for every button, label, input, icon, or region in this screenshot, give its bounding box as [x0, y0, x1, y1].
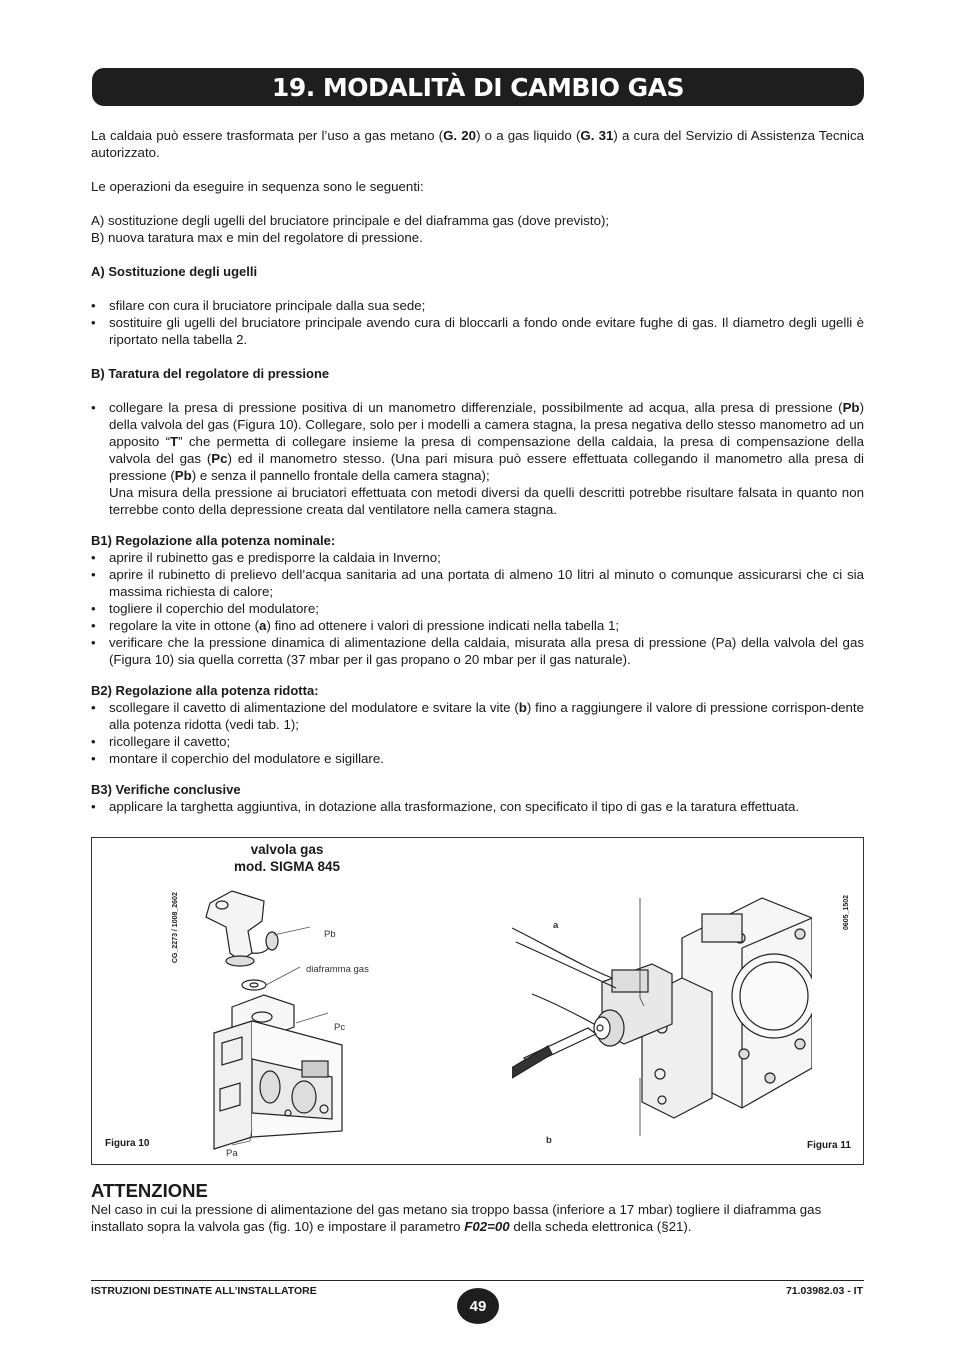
list-item: • aprire il rubinetto di prelievo dell’acqua sanitaria ad una portata di almeno 10 litri al minuto o comunque assicurarsi che ci sia massima richiesta di calore; — [91, 566, 864, 600]
label-pa: Pa — [226, 1148, 238, 1159]
screw-b-ref: b — [518, 700, 527, 715]
list-item — [91, 617, 864, 634]
main-content — [91, 127, 864, 815]
footer-left-text: ISTRUZIONI DESTINATE ALL’INSTALLATORE — [91, 1285, 317, 1297]
caption-figura-10: Figura 10 — [105, 1138, 150, 1149]
text: collegare la presa di pressione positiva di un manometro differenziale, possibilmente ad acqua, alla presa di pressione ( — [109, 400, 843, 415]
screw-a-ref: a — [259, 618, 267, 633]
text: ” che permetta di collegare insieme la presa di compensazione della caldaia, la presa di compensazione della valvola del gas ( — [109, 434, 864, 466]
list-item: • sfilare con cura il bruciatore principale dalla sua sede; — [91, 297, 864, 314]
label-b: b — [546, 1135, 552, 1146]
section-b-list — [91, 399, 864, 518]
figure-code-right: 0605_1502 — [843, 894, 850, 930]
figure-code-left: CG_2273 / 1008_2602 — [172, 892, 179, 963]
text: Una misura della pressione ai bruciatori effettuata con metodi diversi da quelli descritti potrebbe risultare falsata in quanto non terrebbe conto della depressione creata dal ventilatore nella camera stagna. — [109, 485, 864, 517]
intro-paragraph — [91, 127, 864, 161]
attention-section — [91, 1182, 864, 1235]
footer-doc-code: 71.03982.03 - IT — [785, 1285, 863, 1297]
attention-paragraph — [91, 1201, 864, 1235]
page-title: 19. MODALITÀ DI CAMBIO GAS — [271, 72, 685, 102]
page-number: 49 — [457, 1288, 499, 1324]
pb-ref: Pb — [842, 400, 860, 415]
section-b3-list — [91, 798, 864, 815]
text: regolare la vite in ottone ( — [109, 618, 260, 633]
figure-title — [222, 841, 352, 875]
section-a-list — [91, 297, 864, 348]
gas-g20: G. 20 — [443, 128, 477, 143]
text: scollegare il cavetto di alimentazione del modulatore e svitare la vite ( — [109, 700, 519, 715]
list-item — [91, 399, 864, 518]
section-b2-list — [91, 699, 864, 767]
list-item — [91, 699, 864, 733]
text: ) ed il manometro stesso. (Una pari misura può essere effettuata collegando il manometro alla presa di pressione ( — [109, 451, 864, 483]
list-item: • sostituire gli ugelli del bruciatore principale avendo cura di bloccarli a fondo onde evitare fughe di gas. Il diametro degli ugelli è riportato nella tabella 2. — [91, 314, 864, 348]
intro-text: La caldaia può essere trasformata per l’uso a gas metano ( — [91, 128, 444, 143]
list-item: • verificare che la pressione dinamica di alimentazione della caldaia, misurata alla presa di pressione (Pa) della valvola del gas (Figura 10) sia quella corretta (37 mbar per il gas propano o 20 mbar per il gas naturale). — [91, 634, 864, 668]
t-ref: T — [170, 434, 179, 449]
list-item: • montare il coperchio del modulatore e sigillare. — [91, 750, 864, 767]
caption-figura-11: Figura 11 — [807, 1140, 851, 1151]
title-bar — [92, 68, 864, 106]
attention-heading: ATTENZIONE — [91, 1180, 208, 1201]
section-a-heading: A) Sostituzione degli ugelli — [91, 264, 258, 279]
section-b1-list — [91, 549, 864, 668]
figure-title-line: mod. SIGMA 845 — [233, 859, 341, 874]
figure-box — [91, 837, 864, 1165]
label-pc: Pc — [334, 1022, 346, 1033]
text: ) della valvola del gas (Figura 10). Collegare, solo per i modelli a camera stagna, la presa negativa dello stesso manometro ad un apposito “ — [109, 400, 864, 449]
list-item: • aprire il rubinetto gas e predisporre la caldaia in Inverno; — [91, 549, 864, 566]
text: della scheda elettronica (§21). — [509, 1219, 692, 1234]
gas-valve-exploded-drawing — [192, 883, 392, 1158]
intro-sequence: Le operazioni da eseguire in sequenza sono le seguenti: — [91, 179, 424, 194]
label-diaframma: diaframma gas — [306, 964, 369, 975]
section-b3-heading: B3) Verifiche conclusive — [91, 782, 241, 797]
gas-g31: G. 31 — [580, 128, 614, 143]
section-b2-heading: B2) Regolazione alla potenza ridotta: — [91, 683, 319, 698]
text: ) e senza il pannello frontale della camera stagna); — [191, 468, 490, 483]
section-b-heading: B) Taratura del regolatore di pressione — [91, 366, 330, 381]
intro-text: ) a cura del Servizio di Assistenza Tecnica autorizzato. — [91, 128, 865, 160]
pb-ref: Pb — [174, 468, 192, 483]
footer-divider — [91, 1280, 864, 1281]
text: ) fino a raggiungere il valore di pressione corrispon-dente alla potenza ridotta (vedi tab. 1); — [109, 700, 865, 732]
intro-text: ) o a gas liquido ( — [476, 128, 581, 143]
list-item: • togliere il coperchio del modulatore; — [91, 600, 864, 617]
text: ) fino ad ottenere i valori di pressione indicati nella tabella 1; — [266, 618, 620, 633]
list-item: • ricollegare il cavetto; — [91, 733, 864, 750]
pc-ref: Pc — [211, 451, 228, 466]
section-b1-heading: B1) Regolazione alla potenza nominale: — [91, 533, 336, 548]
label-a: a — [553, 920, 559, 931]
step-b: B) nuova taratura max e min del regolatore di pressione. — [91, 230, 423, 245]
figure-title-line: valvola gas — [250, 842, 324, 857]
list-item: • applicare la targhetta aggiuntiva, in dotazione alla trasformazione, con specificato il tipo di gas e la taratura effettuata. — [91, 798, 864, 815]
gas-valve-adjustment-drawing — [512, 878, 812, 1148]
label-pb: Pb — [324, 929, 336, 940]
text: Nel caso in cui la pressione di alimentazione del gas metano sia troppo bassa (inferiore a 17 mbar) togliere il diaframma gas installato sopra la valvola gas (fig. 10) e impostare il parametro — [91, 1202, 822, 1234]
parameter-f02: F02=00 — [464, 1219, 510, 1234]
step-a: A) sostituzione degli ugelli del bruciatore principale e del diaframma gas (dove previsto); — [91, 213, 610, 228]
